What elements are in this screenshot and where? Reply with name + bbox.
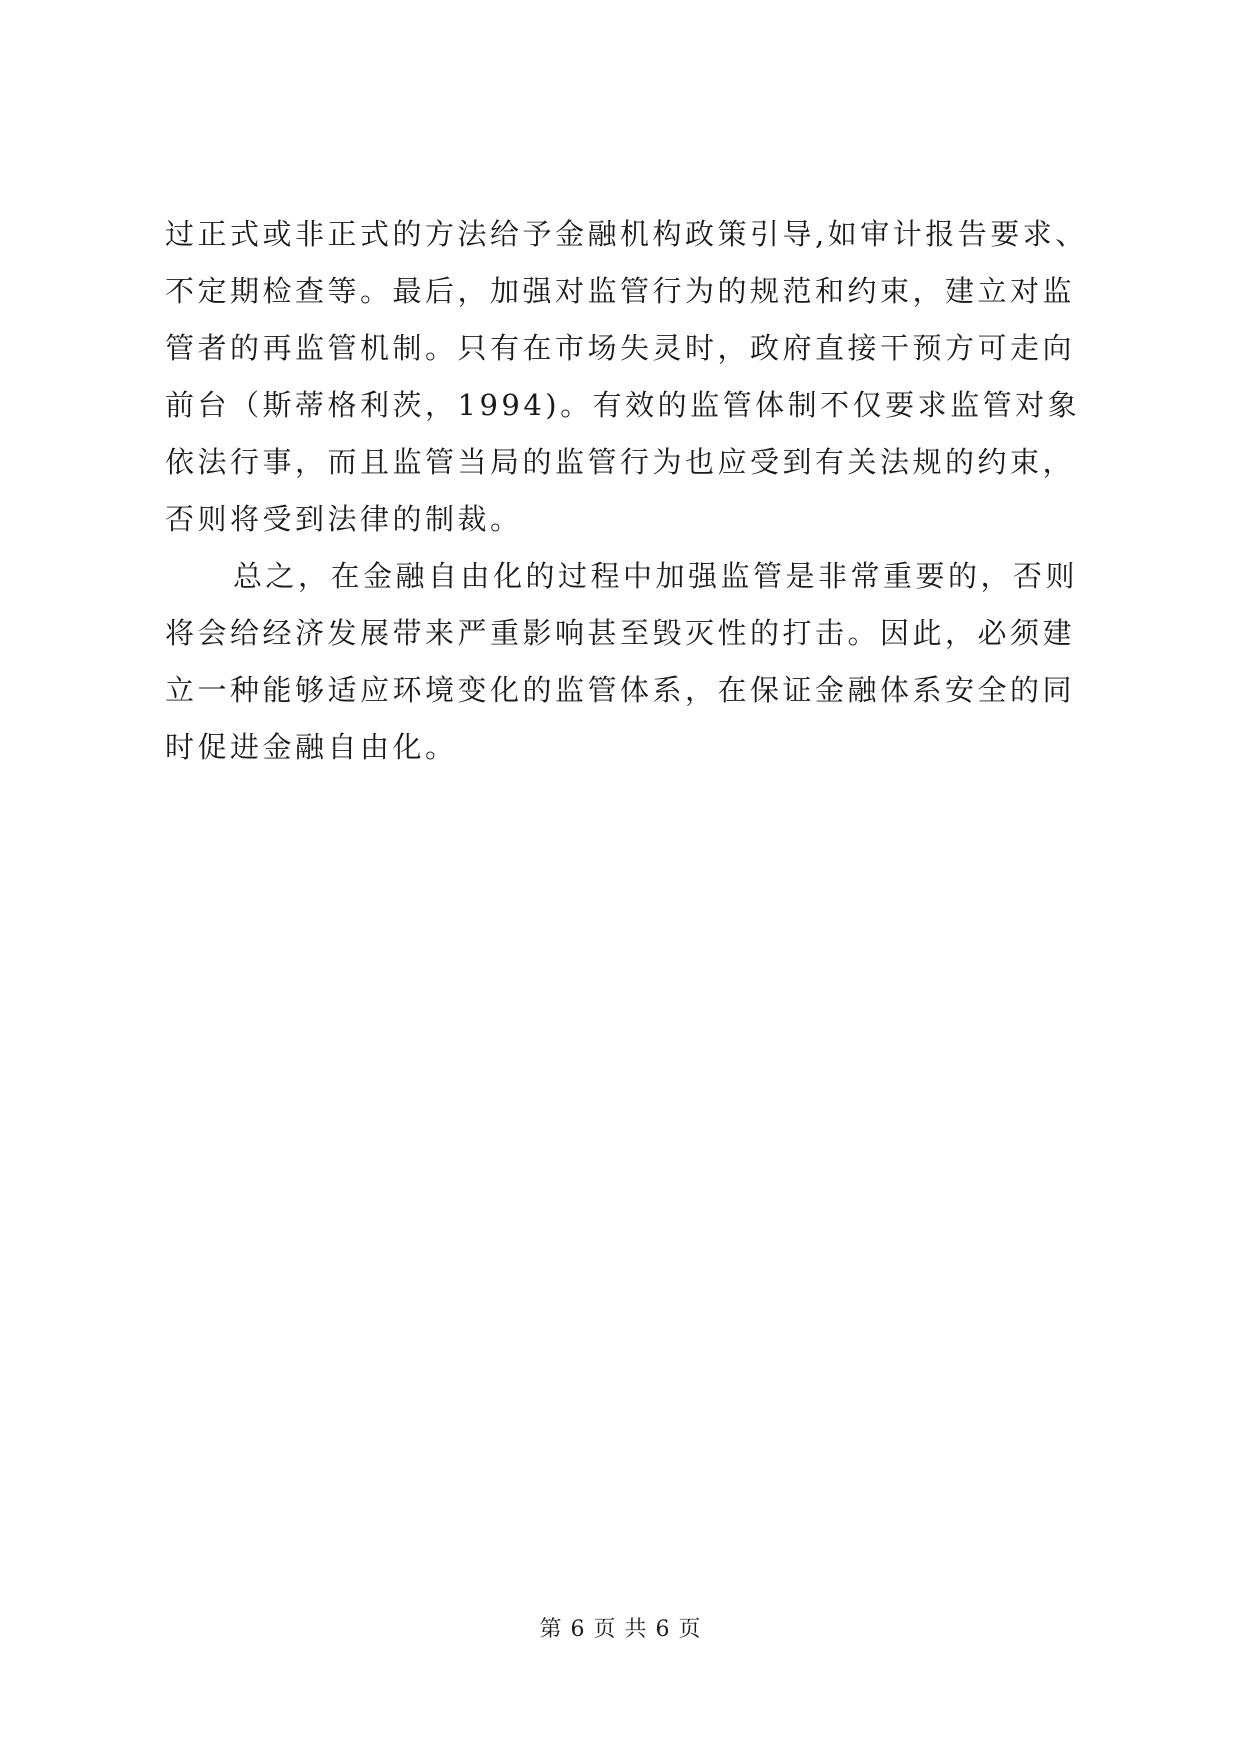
page-number-footer: 第 6 页 共 6 页 [539,1617,702,1642]
text-line: 立一种能够适应环境变化的监管体系，在保证金融体系安全的同 [165,673,1076,707]
text-line: 将会给经济发展带来严重影响甚至毁灭性的打击。因此，必须建 [165,616,1076,650]
text-line: 过正式或非正式的方法给予金融机构政策引导,如审计报告要求、 [165,217,1088,251]
paragraph-2 [165,548,1125,776]
text-line: 前台（斯蒂格利茨，1994)。有效的监管体制不仅要求监管对象 [165,388,1081,422]
text-line: 总之，在金融自由化的过程中加强监管是非常重要的，否则 [233,559,1079,593]
text-line: 不定期检查等。最后，加强对监管行为的规范和约束，建立对监 [165,274,1076,308]
text-line: 否则将受到法律的制裁。 [165,502,523,536]
paragraph-1 [165,206,1125,548]
text-line: 管者的再监管机制。只有在市场失灵时，政府直接干预方可走向 [165,331,1076,365]
text-line: 依法行事，而且监管当局的监管行为也应受到有关法规的约束， [165,445,1076,479]
text-line: 时促进金融自由化。 [165,730,458,764]
body-text [165,206,1125,776]
